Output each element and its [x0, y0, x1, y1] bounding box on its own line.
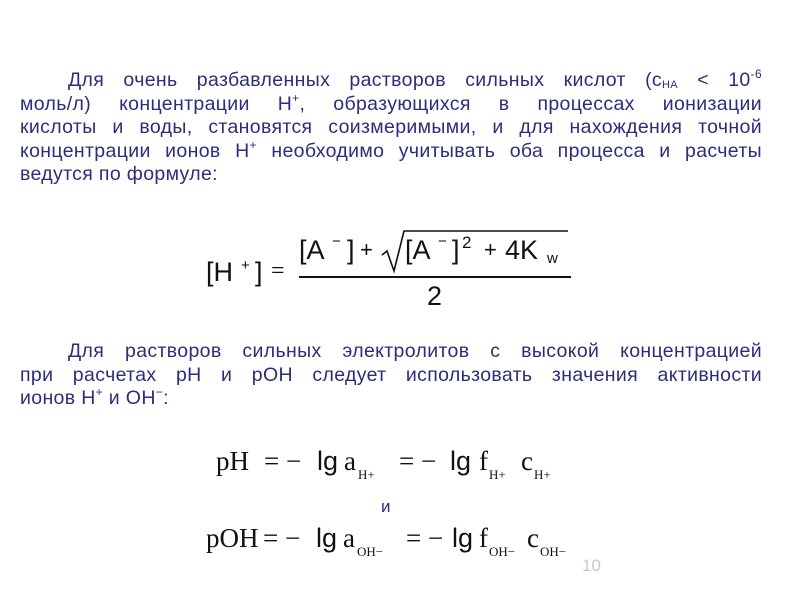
- denominator: 2: [427, 281, 443, 311]
- formula-sup: −: [332, 233, 341, 250]
- formula-lhs: [H: [206, 257, 233, 287]
- poh-symbol: pOH: [206, 523, 259, 553]
- activity-symbol: a: [344, 446, 356, 476]
- subscript: H+: [489, 467, 506, 482]
- text-run: при расчетах pH и pOH следует использовать значения активности: [20, 363, 762, 386]
- superscript: +: [95, 385, 104, 399]
- text-run: :: [163, 387, 169, 409]
- exponent: 2: [462, 233, 472, 252]
- formula-sup: +: [241, 257, 250, 274]
- kw-subscript: w: [547, 250, 558, 267]
- text-run: концентрации ионов H: [20, 139, 250, 162]
- text-run: , образующихся в процессах ионизации: [299, 92, 762, 115]
- subscript: OH−: [540, 544, 567, 559]
- concentration-symbol: c: [521, 446, 533, 476]
- text-run: Для очень разбавленных растворов сильных кислот (c: [68, 69, 663, 91]
- ph-symbol: pH: [216, 446, 249, 476]
- equals-minus: = −: [263, 523, 301, 553]
- subscript: OH−: [489, 544, 516, 559]
- text-run: ионов H: [20, 387, 96, 409]
- text-run: необходимо учитывать оба процесса и расчеты: [256, 139, 762, 162]
- text-run: кислоты и воды, становятся соизмеримыми, и для нахождения точной: [20, 116, 762, 138]
- equals-minus: = −: [406, 523, 444, 553]
- text-run: < 10: [678, 69, 751, 91]
- subscript: HA: [662, 79, 678, 91]
- activity-coefficient: f: [479, 523, 488, 553]
- formula-sup: −: [438, 233, 447, 250]
- subscript: H+: [534, 467, 551, 482]
- formula-bracket: ]: [452, 235, 460, 265]
- activity-coefficient: f: [479, 446, 488, 476]
- subscript: OH−: [357, 544, 384, 559]
- text-run: моль/л) концентрации H: [20, 92, 293, 115]
- plus-sign: +: [360, 237, 373, 262]
- concentration-symbol: c: [527, 523, 539, 553]
- formula-bracket: ]: [347, 235, 355, 265]
- formula-bracket: ]: [255, 257, 263, 287]
- superscript: +: [292, 90, 300, 105]
- kw-term: 4K: [505, 235, 539, 265]
- lg-operator: lg: [316, 523, 338, 553]
- lg-operator: lg: [452, 523, 474, 553]
- text-run: Для растворов сильных электролитов с высокой концентрацией: [68, 340, 762, 362]
- sqrt-term: [A: [405, 235, 431, 265]
- superscript: +: [249, 137, 257, 152]
- equals-minus: = −: [399, 446, 437, 476]
- subscript: H+: [358, 467, 375, 482]
- page-number: 10: [582, 556, 601, 575]
- equals-sign: =: [271, 258, 285, 284]
- text-run: и OH: [103, 387, 156, 409]
- activity-symbol: a: [343, 523, 355, 553]
- numerator-term: [A: [299, 235, 325, 265]
- lg-operator: lg: [450, 446, 472, 476]
- superscript: −: [155, 385, 164, 399]
- text-run: ведутся по формуле:: [20, 163, 218, 185]
- lg-operator: lg: [317, 446, 339, 476]
- equals-minus: = −: [264, 446, 302, 476]
- superscript: -6: [750, 67, 762, 81]
- plus-sign: +: [484, 237, 497, 262]
- conjunction-and: и: [381, 497, 391, 516]
